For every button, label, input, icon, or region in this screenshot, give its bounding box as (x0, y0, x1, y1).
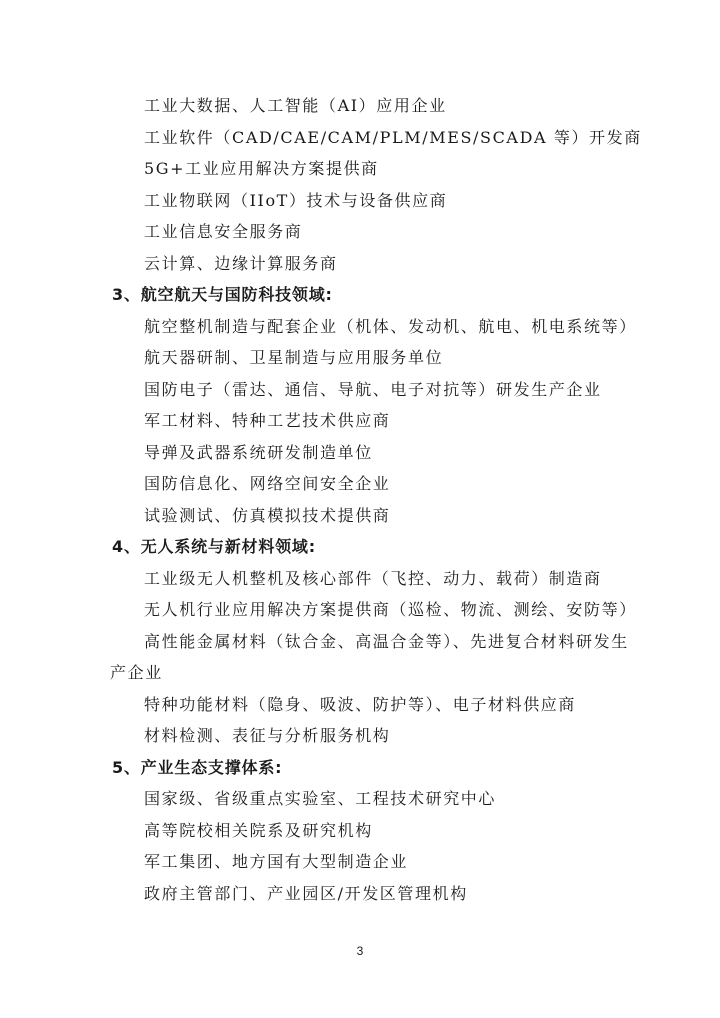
page-number: 3 (356, 944, 364, 958)
section-heading-unmanned-materials: 4、无人系统与新材料领域: (112, 537, 316, 556)
list-item: 无人机行业应用解决方案提供商（巡检、物流、测绘、安防等） (144, 600, 637, 619)
list-item: 国家级、省级重点实验室、工程技术研究中心 (144, 789, 497, 808)
list-item: 国防电子（雷达、通信、导航、电子对抗等）研发生产企业 (144, 380, 602, 399)
section-heading-ecosystem: 5、产业生态支撑体系: (112, 758, 283, 777)
list-item: 航天器研制、卫星制造与应用服务单位 (144, 348, 444, 367)
list-item: 云计算、边缘计算服务商 (144, 254, 338, 273)
list-item: 试验测试、仿真模拟技术提供商 (144, 506, 391, 525)
list-item: 导弹及武器系统研发制造单位 (144, 443, 373, 462)
section-heading-aerospace-defense: 3、航空航天与国防科技领域: (112, 285, 333, 304)
list-item: 工业物联网（IIoT）技术与设备供应商 (144, 191, 448, 210)
list-item-continuation: 产企业 (110, 663, 163, 682)
list-item: 国防信息化、网络空间安全企业 (144, 474, 391, 493)
list-item: 工业级无人机整机及核心部件（飞控、动力、载荷）制造商 (144, 569, 602, 588)
list-item: 高等院校相关院系及研究机构 (144, 821, 373, 840)
list-item: 高性能金属材料（钛合金、高温合金等）、先进复合材料研发生 (144, 632, 629, 651)
list-item: 政府主管部门、产业园区/开发区管理机构 (144, 884, 468, 903)
list-item: 特种功能材料（隐身、吸波、防护等）、电子材料供应商 (144, 695, 577, 714)
list-item: 5G+工业应用解决方案提供商 (144, 159, 379, 178)
list-item: 工业软件（CAD/CAE/CAM/PLM/MES/SCADA 等）开发商 (144, 128, 642, 147)
list-item: 工业信息安全服务商 (144, 222, 303, 241)
list-item: 军工集团、地方国有大型制造企业 (144, 852, 409, 871)
list-item: 工业大数据、人工智能（AI）应用企业 (144, 96, 447, 115)
list-item: 军工材料、特种工艺技术供应商 (144, 411, 391, 430)
list-item: 航空整机制造与配套企业（机体、发动机、航电、机电系统等） (144, 317, 637, 336)
list-item: 材料检测、表征与分析服务机构 (144, 726, 391, 745)
